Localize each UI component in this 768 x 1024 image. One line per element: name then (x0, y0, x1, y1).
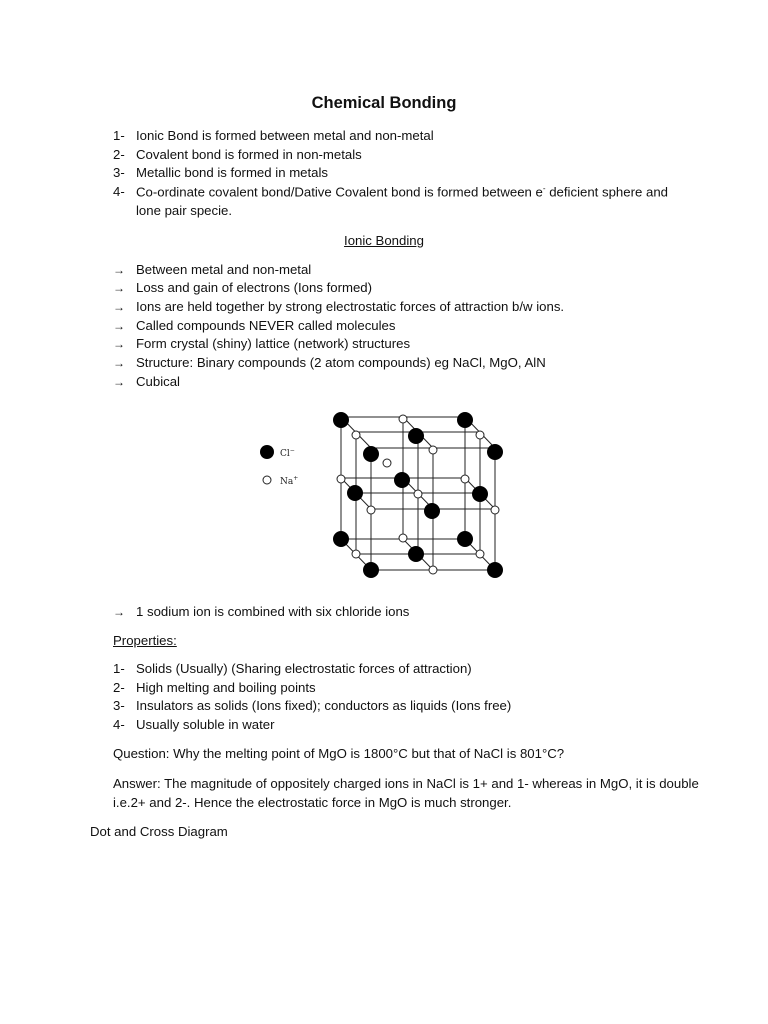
property-item: High melting and boiling points (136, 680, 316, 695)
property-item: Solids (Usually) (Sharing electrostatic forces of attraction) (136, 661, 472, 676)
arrow-icon: → (113, 605, 125, 619)
answer-text-line1: Answer: The magnitude of oppositely charged ions in NaCl is 1+ and 1- whereas in MgO, it is double (113, 776, 699, 791)
legend-sodium-label: Na+ (280, 475, 299, 487)
list-number: 3- (113, 698, 125, 713)
list-number: 2- (113, 680, 125, 695)
list-number: 4- (113, 184, 125, 199)
list-item (136, 184, 668, 199)
bullet-item: 1 sodium ion is combined with six chloride ions (136, 604, 410, 619)
arrow-icon: → (113, 375, 125, 389)
legend-sodium-marker (263, 476, 271, 484)
bullet-item: Loss and gain of electrons (Ions formed) (136, 280, 373, 295)
section-heading-text: Ionic Bonding (344, 233, 424, 248)
arrow-icon: → (113, 337, 125, 351)
arrow-icon: → (113, 300, 125, 314)
answer-text-line2: i.e.2+ and 2-. Hence the electrostatic force in MgO is much stronger. (113, 795, 512, 810)
electron-charge: - (542, 184, 546, 193)
section-heading-ionic (0, 233, 768, 248)
legend-chloride-marker (260, 445, 274, 459)
property-item: Insulators as solids (Ions fixed); conductors as liquids (Ions free) (136, 698, 512, 713)
question-text: Question: Why the melting point of MgO is 1800°C but that of NaCl is 801°C? (113, 746, 565, 761)
page-title: Chemical Bonding (311, 94, 457, 112)
dot-cross-heading: Dot and Cross Diagram (90, 824, 228, 839)
list-number: 2- (113, 147, 125, 162)
bullet-item: Ions are held together by strong electrostatic forces of attraction b/w ions. (136, 299, 565, 314)
bullet-item: Structure: Binary compounds (2 atom compounds) eg NaCl, MgO, AlN (136, 355, 546, 370)
arrow-icon: → (113, 319, 125, 333)
list-item-text-a: Co-ordinate covalent bond/Dative Covalent bond is formed between e (136, 184, 543, 200)
arrow-icon: → (113, 356, 125, 370)
list-number: 3- (113, 165, 125, 180)
nacl-lattice-diagram (250, 404, 520, 589)
list-item: Ionic Bond is formed between metal and non-metal (136, 128, 434, 143)
bullet-item: Called compounds NEVER called molecules (136, 318, 396, 333)
list-item-text-b: deficient sphere and (545, 184, 668, 200)
list-number: 1- (113, 128, 125, 143)
list-item: Metallic bond is formed in metals (136, 165, 329, 180)
bullet-item: Cubical (136, 374, 180, 389)
bullet-item: Form crystal (shiny) lattice (network) structures (136, 336, 411, 351)
list-number: 4- (113, 717, 125, 732)
properties-heading: Properties: (113, 633, 177, 648)
list-item-continuation: lone pair specie. (136, 203, 233, 218)
property-item: Usually soluble in water (136, 717, 275, 732)
arrow-icon: → (113, 281, 125, 295)
bullet-item: Between metal and non-metal (136, 262, 312, 277)
list-item: Covalent bond is formed in non-metals (136, 147, 362, 162)
list-number: 1- (113, 661, 125, 676)
legend-chloride-label: Cl− (280, 447, 295, 459)
arrow-icon: → (113, 263, 125, 277)
